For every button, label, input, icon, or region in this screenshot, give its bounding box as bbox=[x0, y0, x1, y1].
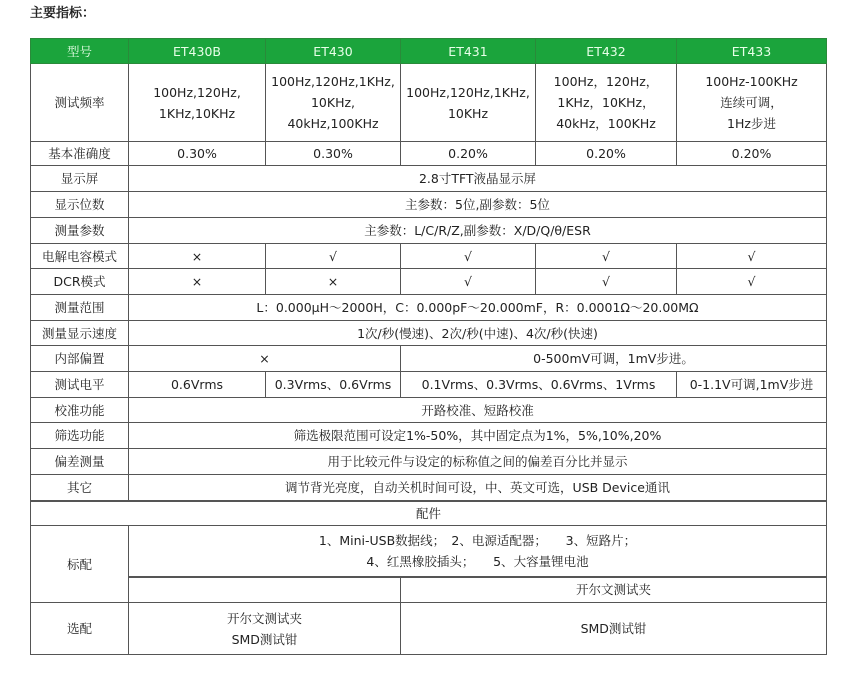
cell: √ bbox=[677, 244, 827, 269]
line: 100Hz,120Hz, bbox=[153, 84, 241, 100]
cell: 筛选极限范围可设定1%-50%，其中固定点为1%，5%,10%,20% bbox=[129, 423, 827, 449]
row-label: 电解电容模式 bbox=[31, 244, 129, 269]
accessories-header-row bbox=[31, 501, 827, 526]
section-title: 主要指标： bbox=[30, 6, 96, 21]
cell: × bbox=[266, 269, 401, 295]
cell: √ bbox=[677, 269, 827, 295]
cell: L：0.000μH～2000H，C：0.000pF～20.000mF，R：0.0001Ω～20.00MΩ bbox=[129, 295, 827, 321]
row-label: 偏差测量 bbox=[31, 449, 129, 475]
cell: 用于比较元件与设定的标称值之间的偏差百分比并显示 bbox=[129, 449, 827, 475]
cell: √ bbox=[536, 269, 677, 295]
line: 40kHz,100KHz bbox=[287, 116, 379, 131]
cell: 主参数：5位,副参数：5位 bbox=[129, 192, 827, 218]
table-row bbox=[31, 192, 827, 218]
table-row bbox=[31, 218, 827, 244]
cell: × bbox=[129, 244, 266, 269]
cell: √ bbox=[266, 244, 401, 269]
line: 10KHz, bbox=[310, 95, 356, 110]
row-label: 测试频率 bbox=[31, 64, 129, 142]
cell: 0.1Vrms、0.3Vrms、0.6Vrms、1Vrms bbox=[401, 372, 677, 398]
cell: √ bbox=[401, 269, 536, 295]
row-label: 其它 bbox=[31, 475, 129, 501]
cell: 0.6Vrms bbox=[129, 372, 266, 398]
cell: 0-500mV可调，1mV步进。 bbox=[401, 346, 827, 372]
cell bbox=[266, 64, 401, 142]
table-row bbox=[31, 423, 827, 449]
cell: √ bbox=[536, 244, 677, 269]
cell bbox=[536, 64, 677, 142]
line: 4、红黑橡胶插头； 5、大容量锂电池 bbox=[366, 553, 589, 569]
cell: × bbox=[129, 346, 401, 372]
table-row bbox=[31, 577, 827, 603]
cell: 调节背光亮度，自动关机时间可设，中、英文可选，USB Device通讯 bbox=[129, 475, 827, 501]
row-label: 选配 bbox=[31, 603, 129, 655]
cell: 1次/秒(慢速)、2次/秒(中速)、4次/秒(快速) bbox=[129, 321, 827, 346]
cell: 0.20% bbox=[677, 142, 827, 166]
table-row bbox=[31, 603, 827, 655]
header-cell: ET431 bbox=[401, 39, 536, 64]
cell bbox=[677, 64, 827, 142]
header-cell: ET433 bbox=[677, 39, 827, 64]
cell bbox=[401, 64, 536, 142]
cell: 开路校准、短路校准 bbox=[129, 398, 827, 423]
cell: 0.30% bbox=[129, 142, 266, 166]
table-row bbox=[31, 526, 827, 577]
line: 1KHz，10KHz， bbox=[557, 95, 655, 110]
table-row bbox=[31, 372, 827, 398]
row-label: 标配 bbox=[31, 526, 129, 603]
row-label: 测量参数 bbox=[31, 218, 129, 244]
line: SMD测试钳 bbox=[231, 631, 298, 647]
cell: 0-1.1V可调,1mV步进 bbox=[677, 372, 827, 398]
cell: 0.20% bbox=[536, 142, 677, 166]
cell: 0.20% bbox=[401, 142, 536, 166]
cell: 主参数：L/C/R/Z,副参数：X/D/Q/θ/ESR bbox=[129, 218, 827, 244]
line: 100Hz-100KHz bbox=[705, 74, 798, 89]
row-label: 显示屏 bbox=[31, 166, 129, 192]
row-label: 测试电平 bbox=[31, 372, 129, 398]
row-label: DCR模式 bbox=[31, 269, 129, 295]
row-label: 内部偏置 bbox=[31, 346, 129, 372]
table-row bbox=[31, 142, 827, 166]
cell: 0.3Vrms、0.6Vrms bbox=[266, 372, 401, 398]
line: 连续可调， bbox=[720, 95, 783, 110]
table-row bbox=[31, 321, 827, 346]
line: 1Hz步进 bbox=[727, 116, 776, 131]
line: 1KHz,10KHz bbox=[158, 105, 236, 121]
line: 1、Mini-USB数据线； 2、电源适配器； 3、短路片； bbox=[318, 532, 637, 548]
table-row bbox=[31, 64, 827, 142]
line: 开尔文测试夹 bbox=[226, 610, 302, 626]
line: 100Hz,120Hz,1KHz, bbox=[406, 84, 530, 100]
table-row bbox=[31, 269, 827, 295]
row-label: 基本准确度 bbox=[31, 142, 129, 166]
row-label: 测量范围 bbox=[31, 295, 129, 321]
cell bbox=[129, 603, 401, 655]
cell bbox=[129, 526, 827, 577]
cell bbox=[129, 64, 266, 142]
line: 100Hz,120Hz,1KHz, bbox=[271, 74, 395, 89]
row-label: 校准功能 bbox=[31, 398, 129, 423]
row-label: 筛选功能 bbox=[31, 423, 129, 449]
header-row bbox=[31, 39, 827, 64]
cell: 2.8寸TFT液晶显示屏 bbox=[129, 166, 827, 192]
table-row bbox=[31, 244, 827, 269]
table-row bbox=[31, 295, 827, 321]
line: 10KHz bbox=[447, 105, 489, 121]
cell: 0.30% bbox=[266, 142, 401, 166]
row-label: 显示位数 bbox=[31, 192, 129, 218]
header-cell: ET430 bbox=[266, 39, 401, 64]
table-row bbox=[31, 166, 827, 192]
table-row bbox=[31, 398, 827, 423]
spec-table bbox=[30, 38, 827, 655]
line: 40kHz，100KHz bbox=[556, 116, 656, 131]
empty-cell bbox=[129, 577, 401, 603]
header-cell: ET432 bbox=[536, 39, 677, 64]
accessories-heading: 配件 bbox=[31, 501, 827, 526]
cell: SMD测试钳 bbox=[401, 603, 827, 655]
header-cell: 型号 bbox=[31, 39, 129, 64]
line: 100Hz，120Hz， bbox=[553, 74, 659, 89]
cell: √ bbox=[401, 244, 536, 269]
table-row bbox=[31, 449, 827, 475]
cell: × bbox=[129, 269, 266, 295]
table-row bbox=[31, 475, 827, 501]
cell: 开尔文测试夹 bbox=[401, 577, 827, 603]
table-row bbox=[31, 346, 827, 372]
header-cell: ET430B bbox=[129, 39, 266, 64]
row-label: 测量显示速度 bbox=[31, 321, 129, 346]
